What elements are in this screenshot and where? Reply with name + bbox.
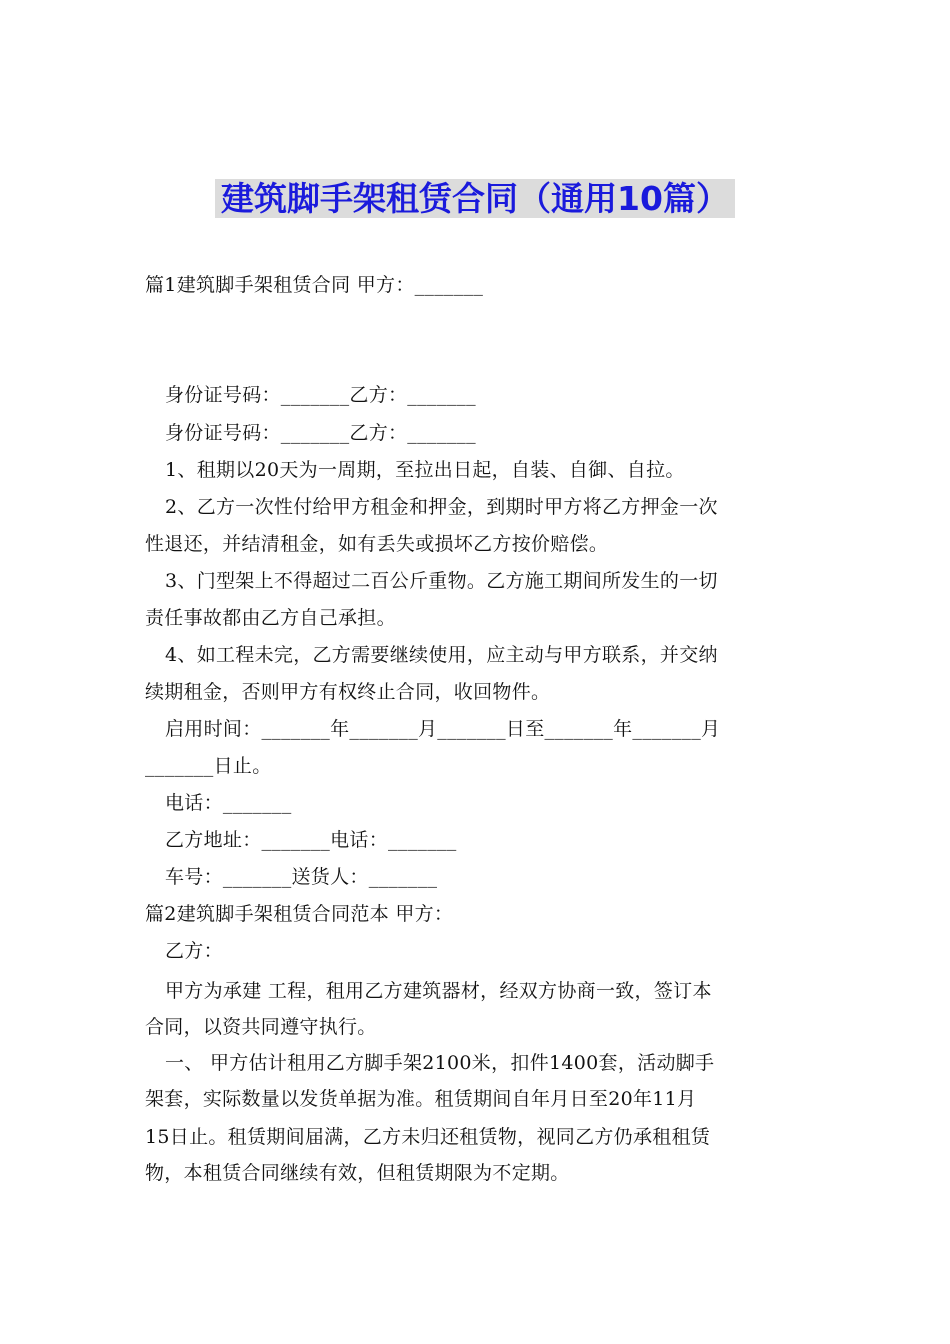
- paragraph-line: 责任事故都由乙方自己承担。: [145, 607, 396, 629]
- paragraph-line: 续期租金，否则甲方有权终止合同，收回物件。: [145, 681, 551, 703]
- paragraph-line: 4、如工程未完，乙方需要继续使用，应主动与甲方联系，并交纳: [165, 644, 718, 666]
- document-title-text: 建筑脚手架租赁合同（通用10篇）: [215, 179, 735, 218]
- paragraph-line: 身份证号码：_______乙方：_______: [165, 384, 476, 406]
- paragraph-line: 1、租期以20天为一周期，至拉出日起，自装、自御、自拉。: [165, 459, 685, 481]
- paragraph-line: 2、乙方一次性付给甲方租金和押金，到期时甲方将乙方押金一次: [165, 496, 718, 518]
- paragraph-line: 3、门型架上不得超过二百公斤重物。乙方施工期间所发生的一切: [165, 570, 718, 592]
- document-title: [0, 178, 950, 220]
- paragraph-line: 电话：_______: [165, 792, 292, 814]
- paragraph-line: 架套，实际数量以发货单据为准。租赁期间自年月日至20年11月: [145, 1088, 697, 1110]
- paragraph-line: 甲方为承建 工程，租用乙方建筑器材，经双方协商一致，签订本: [165, 980, 712, 1002]
- paragraph-line: 物，本租赁合同继续有效，但租赁期限为不定期。: [145, 1162, 570, 1184]
- paragraph-line: 性退还，并结清租金，如有丢失或损坏乙方按价赔偿。: [145, 533, 609, 555]
- paragraph-line: 启用时间：_______年_______月_______日至_______年_______月: [165, 718, 721, 740]
- paragraph-line: 15日止。租赁期间届满，乙方未归还租赁物，视同乙方仍承租租赁: [145, 1126, 711, 1148]
- paragraph-line: 合同，以资共同遵守执行。: [145, 1016, 377, 1038]
- paragraph-line: 乙方地址：_______电话：_______: [165, 829, 457, 851]
- paragraph-line: 车号：_______送货人：_______: [165, 866, 438, 888]
- section-heading-2: 篇2建筑脚手架租赁合同范本 甲方：: [145, 903, 454, 925]
- paragraph-line: 身份证号码：_______乙方：_______: [165, 422, 476, 444]
- paragraph-line: _______日止。: [145, 755, 272, 777]
- paragraph-line: 一、 甲方估计租用乙方脚手架2100米，扣件1400套，活动脚手: [165, 1052, 715, 1074]
- paragraph-line: 乙方：: [165, 940, 223, 962]
- section-heading-1: 篇1建筑脚手架租赁合同 甲方：_______: [145, 274, 484, 296]
